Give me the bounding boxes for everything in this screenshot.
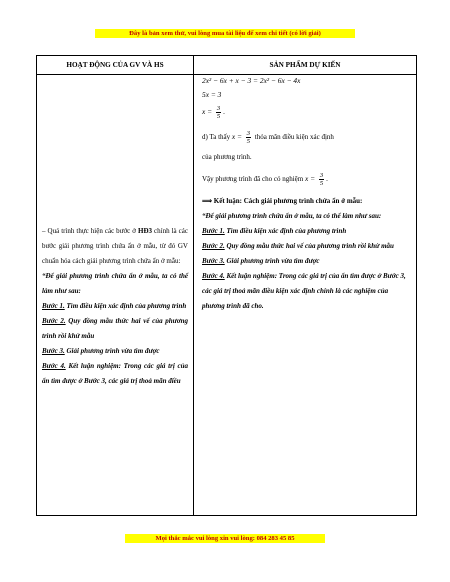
lesson-table	[36, 55, 417, 516]
header-teacher-activity: HOẠT ĐỘNG CỦA GV VÀ HS	[66, 61, 164, 69]
step-text: Giải phương trình vừa tìm được	[226, 257, 320, 265]
fraction-denominator: 5	[319, 179, 324, 187]
table-header	[37, 56, 416, 75]
method-quote: “Để giải phương trình chứa ẩn ở mẫu, ta có thể làm như sau:	[202, 212, 382, 220]
step-text: Tìm điều kiện xác định của phương trình	[66, 302, 187, 310]
step-label: Bước 3.	[202, 257, 225, 265]
fraction	[216, 105, 221, 120]
method-heading-text: Kết luận: Cách giải phương trình chứa ẩn ở mẫu:	[213, 197, 363, 205]
method-step-1	[202, 224, 412, 239]
activity-step-4	[42, 359, 188, 389]
teacher-activity-cell	[42, 224, 188, 389]
step-label: Bước 4.	[42, 362, 66, 370]
step-label: Bước 1.	[42, 302, 65, 310]
activity-step-2	[42, 314, 188, 344]
equation-lhs: x =	[202, 107, 213, 116]
implies-icon: ⟹	[202, 197, 213, 205]
activity-quote: “Để giải phương trình chứa ẩn ở mẫu, ta có thể làm như sau:	[42, 272, 188, 295]
fraction-denominator: 5	[246, 137, 251, 145]
check-x: x =	[231, 132, 243, 141]
conclusion-x: x =	[304, 174, 316, 183]
conclusion-text: Vậy phương trình đã cho có nghiệm	[202, 175, 304, 183]
intro-text-a: – Quá trình thực hiện các bước ở	[42, 227, 137, 235]
fraction-numerator: 3	[246, 129, 251, 137]
check-condition-line	[202, 126, 412, 148]
equation-line-3: x = $\frac{3}{5}$ .	[202, 104, 225, 120]
equation-line-2: 5x = 3	[202, 90, 222, 99]
fraction-denominator: 5	[216, 112, 221, 120]
conclusion-line: Vậy phương trình đã cho có nghiệm x = $\frac{3}{5}$ .	[202, 171, 328, 187]
activity-intro	[42, 224, 188, 269]
fraction	[319, 172, 324, 187]
fraction-numerator: 3	[319, 171, 324, 179]
check-condition-line-2: của phương trình.	[202, 153, 252, 161]
intro-hd3: HĐ3	[138, 227, 153, 235]
contact-banner: Mọi thắc mắc vui lòng xin vui lòng: 084 283 45 85	[125, 534, 325, 543]
expected-product-cell	[202, 74, 412, 314]
step-label: Bước 4.	[202, 272, 225, 280]
step-label: Bước 1.	[202, 227, 225, 235]
step-label: Bước 2.	[202, 242, 225, 250]
step-label: Bước 3.	[42, 347, 65, 355]
equation-line-1: 2x² − 6x + x − 3 = 2x² − 6x − 4x	[202, 76, 301, 85]
check-text-a: d) Ta thấy	[202, 133, 231, 141]
activity-step-3	[42, 344, 188, 359]
step-text: Quy đồng mẫu thức hai vế của phương trình rồi khử mẫu	[226, 242, 394, 250]
method-heading	[202, 194, 412, 209]
preview-banner: Đây là bản xem thử, vui lòng mua tài liệu để xem chi tiết (có lời giải)	[95, 29, 355, 38]
step-text: Giải phương trình vừa tìm được	[66, 347, 160, 355]
method-step-3	[202, 254, 412, 269]
fraction-numerator: 3	[216, 104, 221, 112]
step-text: Tìm điều kiện xác định của phương trình	[226, 227, 347, 235]
check-text-b: thỏa mãn điều kiện xác định	[254, 133, 334, 141]
intro-text-b: chính là các bước giải phương trình chứa ẩn ở mẫu, từ đó GV chuẩn hóa cách giải phương trình chứa ẩn ở mẫu:	[42, 227, 188, 265]
step-text: Kết luận nghiệm: Trong các giá trị của ẩn tìm được ở Bước 3, các giá trị thoả mãn điều	[42, 362, 188, 385]
column-divider	[193, 56, 194, 515]
header-expected-product: SẢN PHẨM DỰ KIẾN	[269, 61, 341, 69]
step-label: Bước 2.	[42, 317, 66, 325]
activity-step-1	[42, 299, 188, 314]
step-text: Quy đồng mẫu thức hai vế của phương trình rồi khử mẫu	[42, 317, 189, 340]
method-step-4	[202, 269, 412, 314]
fraction	[246, 130, 251, 145]
step-text: Kết luận nghiệm: Trong các giá trị của ẩn tìm được ở Bước 3, các giá trị thoả mãn điều kiện xác định chính là các nghiệm của phương trình đã cho.	[202, 272, 406, 310]
method-step-2	[202, 239, 412, 254]
